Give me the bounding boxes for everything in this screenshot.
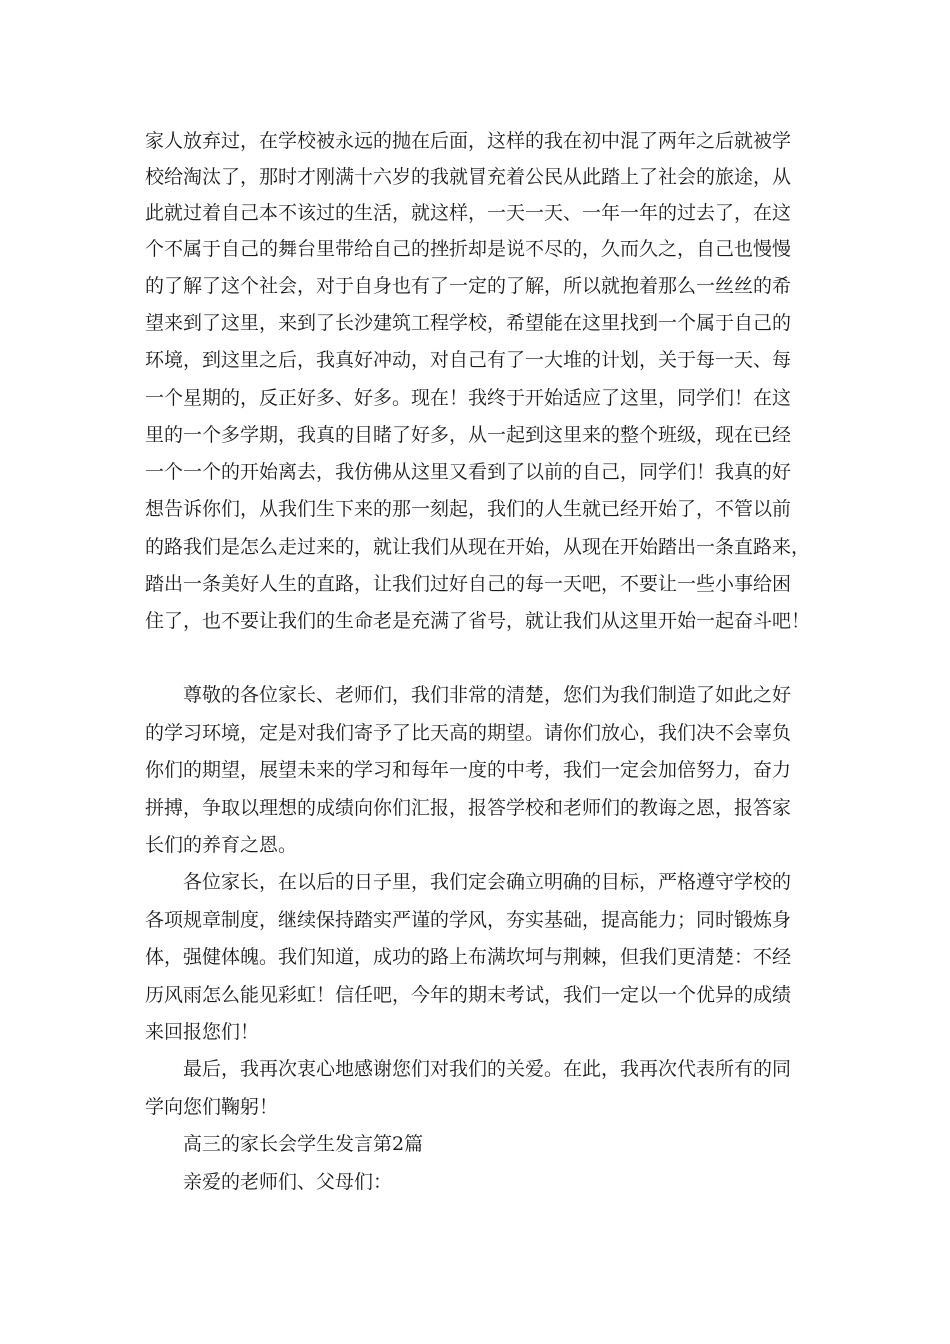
text-line: 历风雨怎么能见彩虹！信任吧，今年的期末考试，我们一定以一个优异的成绩 <box>145 984 792 1006</box>
text-line: 此就过着自己本不该过的生活，就这样，一天一天、一年一年的过去了，在这 <box>145 202 792 224</box>
text-line: 的了解了这个社会，对于自身也有了一定的了解，所以就抱着那么一丝丝的希 <box>145 275 792 297</box>
text-line: 家人放弃过，在学校被永远的抛在后面，这样的我在初中混了两年之后就被学 <box>145 130 792 152</box>
text-line: 长们的养育之恩。 <box>145 834 298 856</box>
paragraph-first-line: 各位家长，在以后的日子里，我们定会确立明确的目标，严格遵守学校的 <box>183 871 792 893</box>
text-line: 来回报您们！ <box>145 1021 260 1043</box>
text-line: 踏出一条美好人生的直路，让我们过好自己的每一天吧，不要让一些小事给困 <box>145 573 792 595</box>
text-line: 体，强健体魄。我们知道，成功的路上布满坎坷与荆棘，但我们更清楚：不经 <box>145 946 792 968</box>
text-line: 各项规章制度，继续保持踏实严谨的学风，夯实基础，提高能力；同时锻炼身 <box>145 909 792 931</box>
text-line: 住了，也不要让我们的生命老是充满了省号，就让我们从这里开始一起奋斗吧！ <box>145 610 811 632</box>
text-line: 学向您们鞠躬！ <box>145 1096 279 1118</box>
paragraph-first-line: 尊敬的各位家长、老师们，我们非常的清楚，您们为我们制造了如此之好 <box>183 684 792 706</box>
text-line: 一个一个的开始离去，我仿佛从这里又看到了以前的自己，同学们！我真的好 <box>145 461 792 483</box>
text-line: 拼搏，争取以理想的成绩向你们汇报，报答学校和老师们的教诲之恩，报答家 <box>145 797 792 819</box>
text-line: 你们的期望，展望未来的学习和每年一度的中考，我们一定会加倍努力，奋力 <box>145 759 792 781</box>
text-line: 的学习环境，定是对我们寄予了比天高的期望。请你们放心，我们决不会辜负 <box>145 722 792 744</box>
paragraph-first-line: 最后，我再次衷心地感谢您们对我们的关爱。在此，我再次代表所有的同 <box>183 1058 792 1080</box>
salutation: 亲爱的老师们、父母们： <box>183 1171 393 1193</box>
text-line: 想告诉你们，从我们生下来的那一刻起，我们的人生就已经开始了，不管以前 <box>145 498 792 520</box>
text-line: 望来到了这里，来到了长沙建筑工程学校，希望能在这里找到一个属于自己的 <box>145 312 792 334</box>
section-heading: 高三的家长会学生发言第2篇 <box>183 1133 424 1155</box>
text-line: 校给淘汰了，那时才刚满十六岁的我就冒充着公民从此踏上了社会的旅途，从 <box>145 166 792 188</box>
text-line: 环境，到这里之后，我真好冲动，对自己有了一大堆的计划，关于每一天、每 <box>145 349 792 371</box>
text-line: 个不属于自己的舞台里带给自己的挫折却是说不尽的，久而久之，自己也慢慢 <box>145 238 792 260</box>
text-line: 的路我们是怎么走过来的，就让我们从现在开始，从现在开始踏出一条直路来， <box>145 536 811 558</box>
text-line: 里的一个多学期，我真的目睹了好多，从一起到这里来的整个班级，现在已经 <box>145 424 792 446</box>
text-line: 一个星期的，反正好多、好多。现在！我终于开始适应了这里，同学们！在这 <box>145 387 792 409</box>
